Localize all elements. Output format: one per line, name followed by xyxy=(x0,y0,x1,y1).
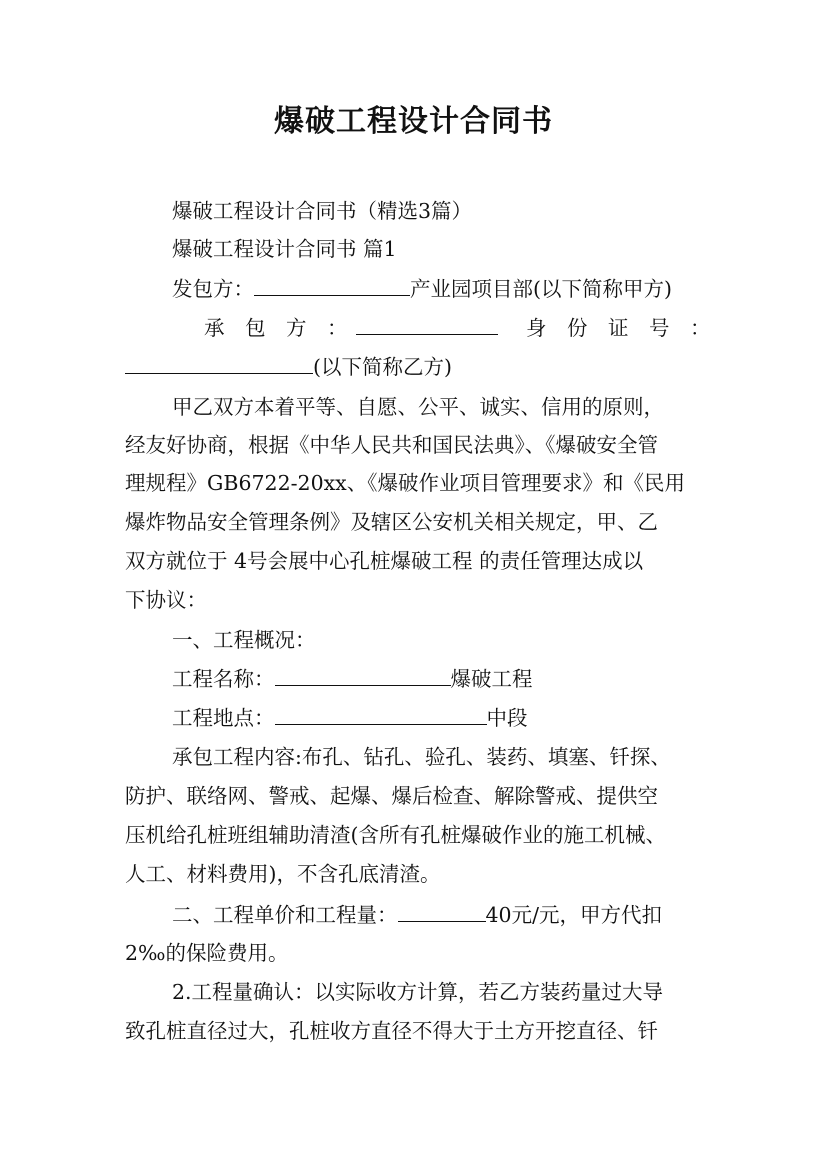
section2-line xyxy=(172,900,772,930)
project-location-blank xyxy=(275,704,487,725)
section1-heading: 一、工程概况： xyxy=(172,628,316,652)
party-a-line xyxy=(172,274,772,304)
id-number-label: 身 份 证 号 ： xyxy=(526,316,711,340)
para1-line: 爆炸物品安全管理条例》及辖区公安机关相关规定，甲、乙 xyxy=(125,510,658,534)
para1-line: 经友好协商，根据《中华人民共和国民法典》、《爆破安全管 xyxy=(125,433,658,457)
confirm-line: 致孔桩直径过大，孔桩收方直径不得大于土方开挖直径、钎 xyxy=(125,1019,658,1043)
content-line: 压机给孔桩班组辅助清渣(含所有孔桩爆破作业的施工机械、 xyxy=(125,823,666,847)
subtitle: 爆破工程设计合同书（精选3篇） xyxy=(172,199,473,223)
section-heading: 爆破工程设计合同书 篇1 xyxy=(172,237,397,261)
party-b-blank xyxy=(356,314,498,335)
para1-line: 甲乙双方本着平等、自愿、公平、诚实、信用的原则， xyxy=(172,395,664,419)
party-b-continued xyxy=(125,352,725,382)
party-a-blank xyxy=(254,275,410,296)
party-b-label: 承 包 方 ： xyxy=(204,316,348,340)
party-a-suffix: 产业园项目部(以下简称甲方) xyxy=(410,277,672,301)
project-location-line xyxy=(172,703,772,733)
project-name-line xyxy=(172,664,772,694)
confirm-line: 2.工程量确认：以实际收方计算，若乙方装药量过大导 xyxy=(172,980,664,1004)
id-number-blank xyxy=(125,353,313,374)
project-location-label: 工程地点： xyxy=(172,706,275,730)
content-line: 人工、材料费用)，不含孔底清渣。 xyxy=(125,862,441,886)
para1-line: 理规程》GB6722-20xx、《爆破作业项目管理要求》和《民用 xyxy=(125,471,685,495)
content-line: 承包工程内容:布孔、钻孔、验孔、装药、填塞、钎探、 xyxy=(172,745,671,769)
project-name-blank xyxy=(275,665,451,686)
section2-suffix: 40元/元，甲方代扣 xyxy=(485,903,662,927)
para1-line: 双方就位于 4号会展中心孔桩爆破工程 的责任管理达成以 xyxy=(125,549,644,573)
document-title: 爆破工程设计合同书 xyxy=(274,104,553,139)
content-line: 防护、联络网、警戒、起爆、爆后检查、解除警戒、提供空 xyxy=(125,784,658,808)
party-a-label: 发包方： xyxy=(172,277,254,301)
project-name-suffix: 爆破工程 xyxy=(450,667,533,691)
project-name-label: 工程名称： xyxy=(172,667,275,691)
unit-price-blank xyxy=(398,901,486,922)
section2-label: 二、工程单价和工程量： xyxy=(172,903,398,927)
party-b-suffix: (以下简称乙方) xyxy=(313,355,452,379)
project-location-suffix: 中段 xyxy=(486,706,528,730)
party-b-line xyxy=(204,313,711,343)
section2-line2: 2‰的保险费用。 xyxy=(125,941,289,965)
para1-line: 下协议： xyxy=(125,588,207,612)
